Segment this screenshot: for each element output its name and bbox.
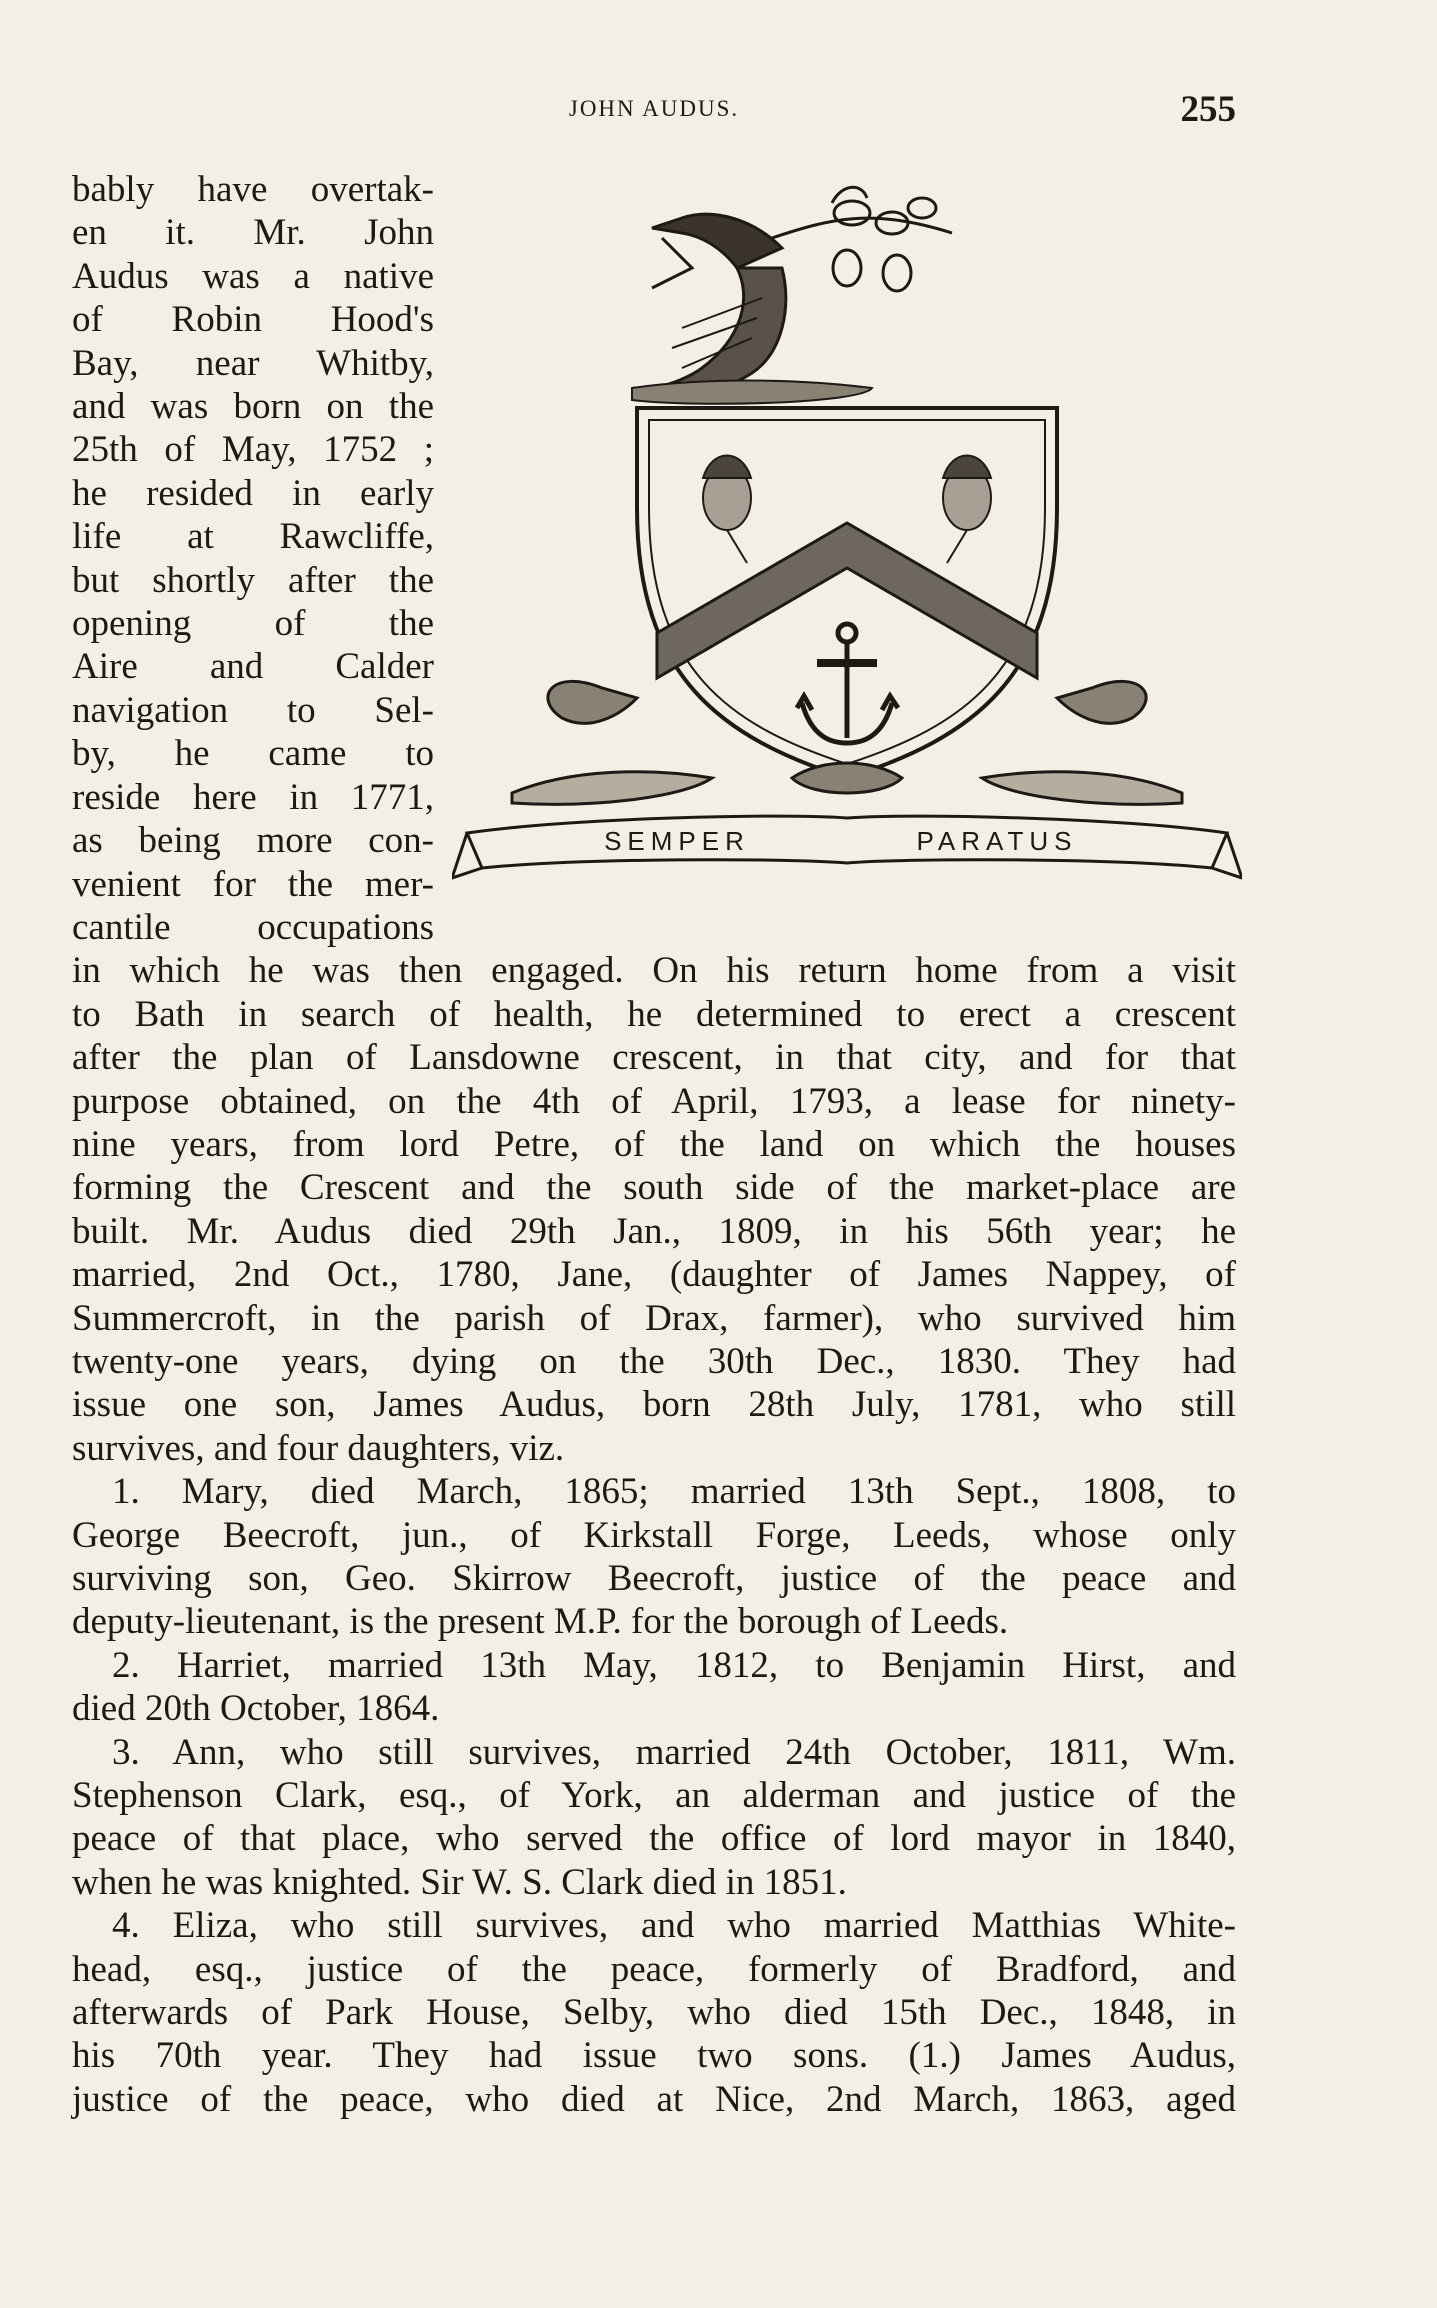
text-line: 25th of May, 1752 ;: [72, 429, 434, 471]
text-line: and was born on the: [72, 386, 434, 428]
text-line: by, he came to: [72, 733, 434, 775]
text-line: after the plan of Lansdowne crescent, in that city, and for that: [72, 1037, 1236, 1079]
text-line: surviving son, Geo. Skirrow Beecroft, justice of the peace and: [72, 1558, 1236, 1599]
text-line: nine years, from lord Petre, of the land on which the houses: [72, 1123, 1236, 1165]
text-line: built. Mr. Audus died 29th Jan., 1809, in his 56th year; he: [72, 1210, 1236, 1252]
text-line: opening of the: [72, 603, 434, 645]
main-paragraph: [72, 949, 1236, 1470]
text-line: 2. Harriet, married 13th May, 1812, to Benjamin Hirst, and: [112, 1644, 1236, 1686]
text-line: reside here in 1771,: [72, 776, 434, 818]
daughter-entry: [72, 1644, 1236, 1731]
text-line: George Beecroft, jun., of Kirkstall Forge, Leeds, whose only: [72, 1514, 1236, 1556]
page-header: [72, 88, 1236, 138]
text-line: in which he was then engaged. On his return home from a visit: [72, 950, 1236, 992]
text-line: bably have overtak-: [72, 169, 434, 210]
daughters-list: [72, 1470, 1236, 2121]
text-line: en it. Mr. John: [72, 212, 434, 254]
text-line: Bay, near Whitby,: [72, 342, 434, 384]
text-line: Aire and Calder: [72, 646, 434, 688]
text-line: afterwards of Park House, Selby, who died 15th Dec., 1848, in: [72, 1992, 1236, 2034]
text-line: survives, and four daughters, viz.: [72, 1427, 565, 1469]
text-line: as being more con-: [72, 820, 434, 862]
text-line: 4. Eliza, who still survives, and who married Matthias White-: [112, 1905, 1236, 1947]
text-line: purpose obtained, on the 4th of April, 1793, a lease for ninety-: [72, 1080, 1236, 1122]
text-line: peace of that place, who served the office of lord mayor in 1840,: [72, 1818, 1236, 1860]
text-line: 1. Mary, died March, 1865; married 13th Sept., 1808, to: [112, 1471, 1236, 1513]
daughter-entry: [72, 1470, 1236, 1644]
text-line: Stephenson Clark, esq., of York, an alderman and justice of the: [72, 1775, 1236, 1817]
text-line: 3. Ann, who still survives, married 24th October, 1811, Wm.: [112, 1731, 1236, 1773]
text-line: forming the Crescent and the south side of the market-place are: [72, 1167, 1236, 1209]
text-line: when he was knighted. Sir W. S. Clark died in 1851.: [72, 1861, 847, 1903]
page-number: 255: [1180, 89, 1236, 130]
text-line: head, esq., justice of the peace, formerly of Bradford, and: [72, 1948, 1236, 1990]
daughter-entry: [72, 1731, 1236, 1905]
text-line: to Bath in search of health, he determined to erect a crescent: [72, 993, 1236, 1035]
text-line: cantile occupations: [72, 906, 434, 948]
motto-right-text: PARATUS: [916, 826, 1078, 856]
text-line: deputy-lieutenant, is the present M.P. for the borough of Leeds.: [72, 1601, 1009, 1643]
text-line: issue one son, James Audus, born 28th July, 1781, who still: [72, 1384, 1236, 1426]
daughter-entry: [72, 1904, 1236, 2121]
text-line: venient for the mer-: [72, 863, 434, 905]
text-line: of Robin Hood's: [72, 299, 434, 341]
text-line: life at Rawcliffe,: [72, 516, 434, 558]
text-line: he resided in early: [72, 472, 434, 514]
text-line: but shortly after the: [72, 559, 434, 601]
text-line: twenty-one years, dying on the 30th Dec., 1830. They had: [72, 1340, 1236, 1382]
wrapped-paragraph-column: [72, 168, 434, 949]
text-line: justice of the peace, who died at Nice, 2nd March, 1863, aged: [72, 2078, 1236, 2120]
text-line: Audus was a native: [72, 255, 434, 297]
text-line: his 70th year. They had issue two sons. (1.) James Audus,: [72, 2035, 1236, 2077]
motto-left-text: SEMPER: [604, 826, 750, 856]
text-line: navigation to Sel-: [72, 689, 434, 731]
running-title: JOHN AUDUS.: [568, 96, 740, 121]
page-body-text: [72, 168, 1236, 2121]
text-line: died 20th October, 1864.: [72, 1688, 440, 1730]
text-line: married, 2nd Oct., 1780, Jane, (daughter of James Nappey, of: [72, 1254, 1236, 1296]
text-line: Summercroft, in the parish of Drax, farmer), who survived him: [72, 1297, 1236, 1339]
